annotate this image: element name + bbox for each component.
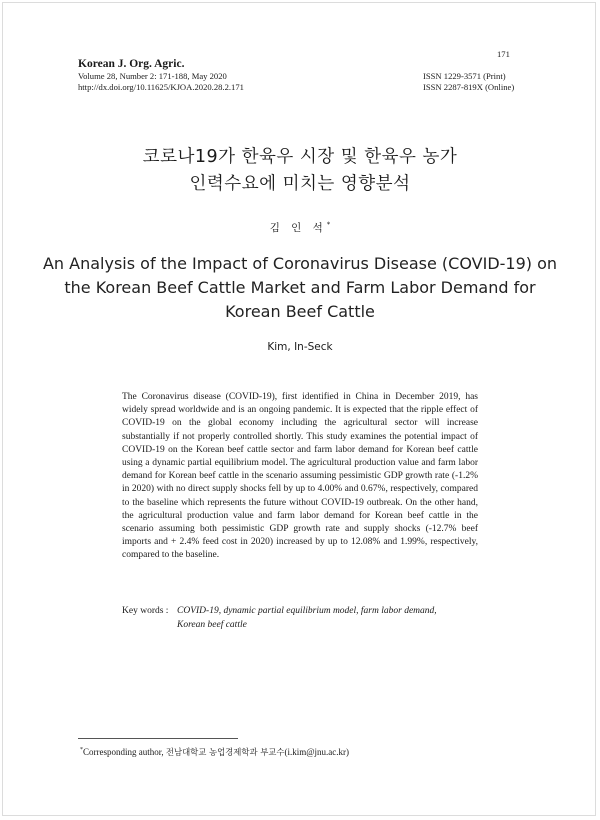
keywords-label: Key words : bbox=[122, 606, 169, 616]
keywords-line-2: Korean beef cattle bbox=[177, 620, 247, 630]
footnote-email[interactable]: (i.kim@jnu.ac.kr) bbox=[284, 747, 350, 757]
keywords-line-1: COVID-19, dynamic partial equilibrium model, farm labor demand, bbox=[177, 606, 437, 616]
english-author: Kim, In-Seck bbox=[267, 341, 333, 353]
keywords bbox=[122, 604, 502, 632]
page-number: 171 bbox=[497, 49, 510, 59]
english-title-line-3: Korean Beef Cattle bbox=[225, 302, 375, 321]
issn-online: ISSN 2287-819X (Online) bbox=[423, 82, 515, 92]
journal-name: Korean J. Org. Agric. bbox=[78, 58, 185, 70]
footnote-prefix: Corresponding author, bbox=[83, 747, 164, 757]
corresponding-author-footnote bbox=[80, 744, 349, 758]
journal-header bbox=[78, 57, 278, 93]
footnote-mark: * bbox=[80, 747, 83, 753]
english-title-line-2: the Korean Beef Cattle Market and Farm Labor Demand for bbox=[64, 278, 536, 297]
english-title-line-1: An Analysis of the Impact of Coronavirus Disease (COVID-19) on bbox=[42, 254, 558, 273]
korean-author bbox=[0, 220, 600, 235]
volume-line: Volume 28, Number 2: 171-188, May 2020 bbox=[78, 71, 227, 81]
korean-title bbox=[0, 144, 600, 198]
doi-link[interactable]: http://dx.doi.org/10.11625/KJOA.2020.28.2.171 bbox=[78, 82, 244, 92]
english-title bbox=[0, 252, 600, 324]
issn-print: ISSN 1229-3571 (Print) bbox=[423, 71, 506, 81]
korean-author-name: 김 인 석 bbox=[269, 222, 327, 234]
korean-title-line-2: 인력수요에 미치는 영향분석 bbox=[189, 174, 411, 194]
korean-title-line-1: 코로나19가 한육우 시장 및 한육우 농가 bbox=[142, 147, 458, 167]
abstract: The Coronavirus disease (COVID-19), first identified in China in December 2019, has widely spread worldwide and is an ongoing pandemic. It is expected that the ripple effect of COVID-19 on the global economy including the agricultural sector will increase substantially if not properly controlled shortly. This study examines the potential impact of COVID-19 on the Korean beef cattle sector and farm labor demand for Korean beef cattle using a dynamic partial equilibrium model. The agricultural production value and farm labor demand for Korean beef cattle in the scenario assuming pessimistic GDP growth rate (-1.2% in 2020) with no direct supply shocks fell by up to 4.00% and 0.67%, respectively, compared to the baseline which represents the future without COVID-19 outbreak. On the other hand, the agricultural production value and farm labor demand for Korean beef cattle in the scenario assuming both pessimistic GDP growth rate and supply shocks (-12.7% beef imports and + 2.4% feed cost in 2020) increased by up to 12.08% and 1.99%, respectively, compared to the baseline. bbox=[122, 392, 478, 561]
footnote-affiliation: 전남대학교 농업경제학과 부교수 bbox=[165, 747, 285, 757]
issn-block bbox=[423, 71, 514, 93]
footnote-divider bbox=[78, 738, 238, 739]
author-footnote-mark: * bbox=[326, 220, 331, 229]
